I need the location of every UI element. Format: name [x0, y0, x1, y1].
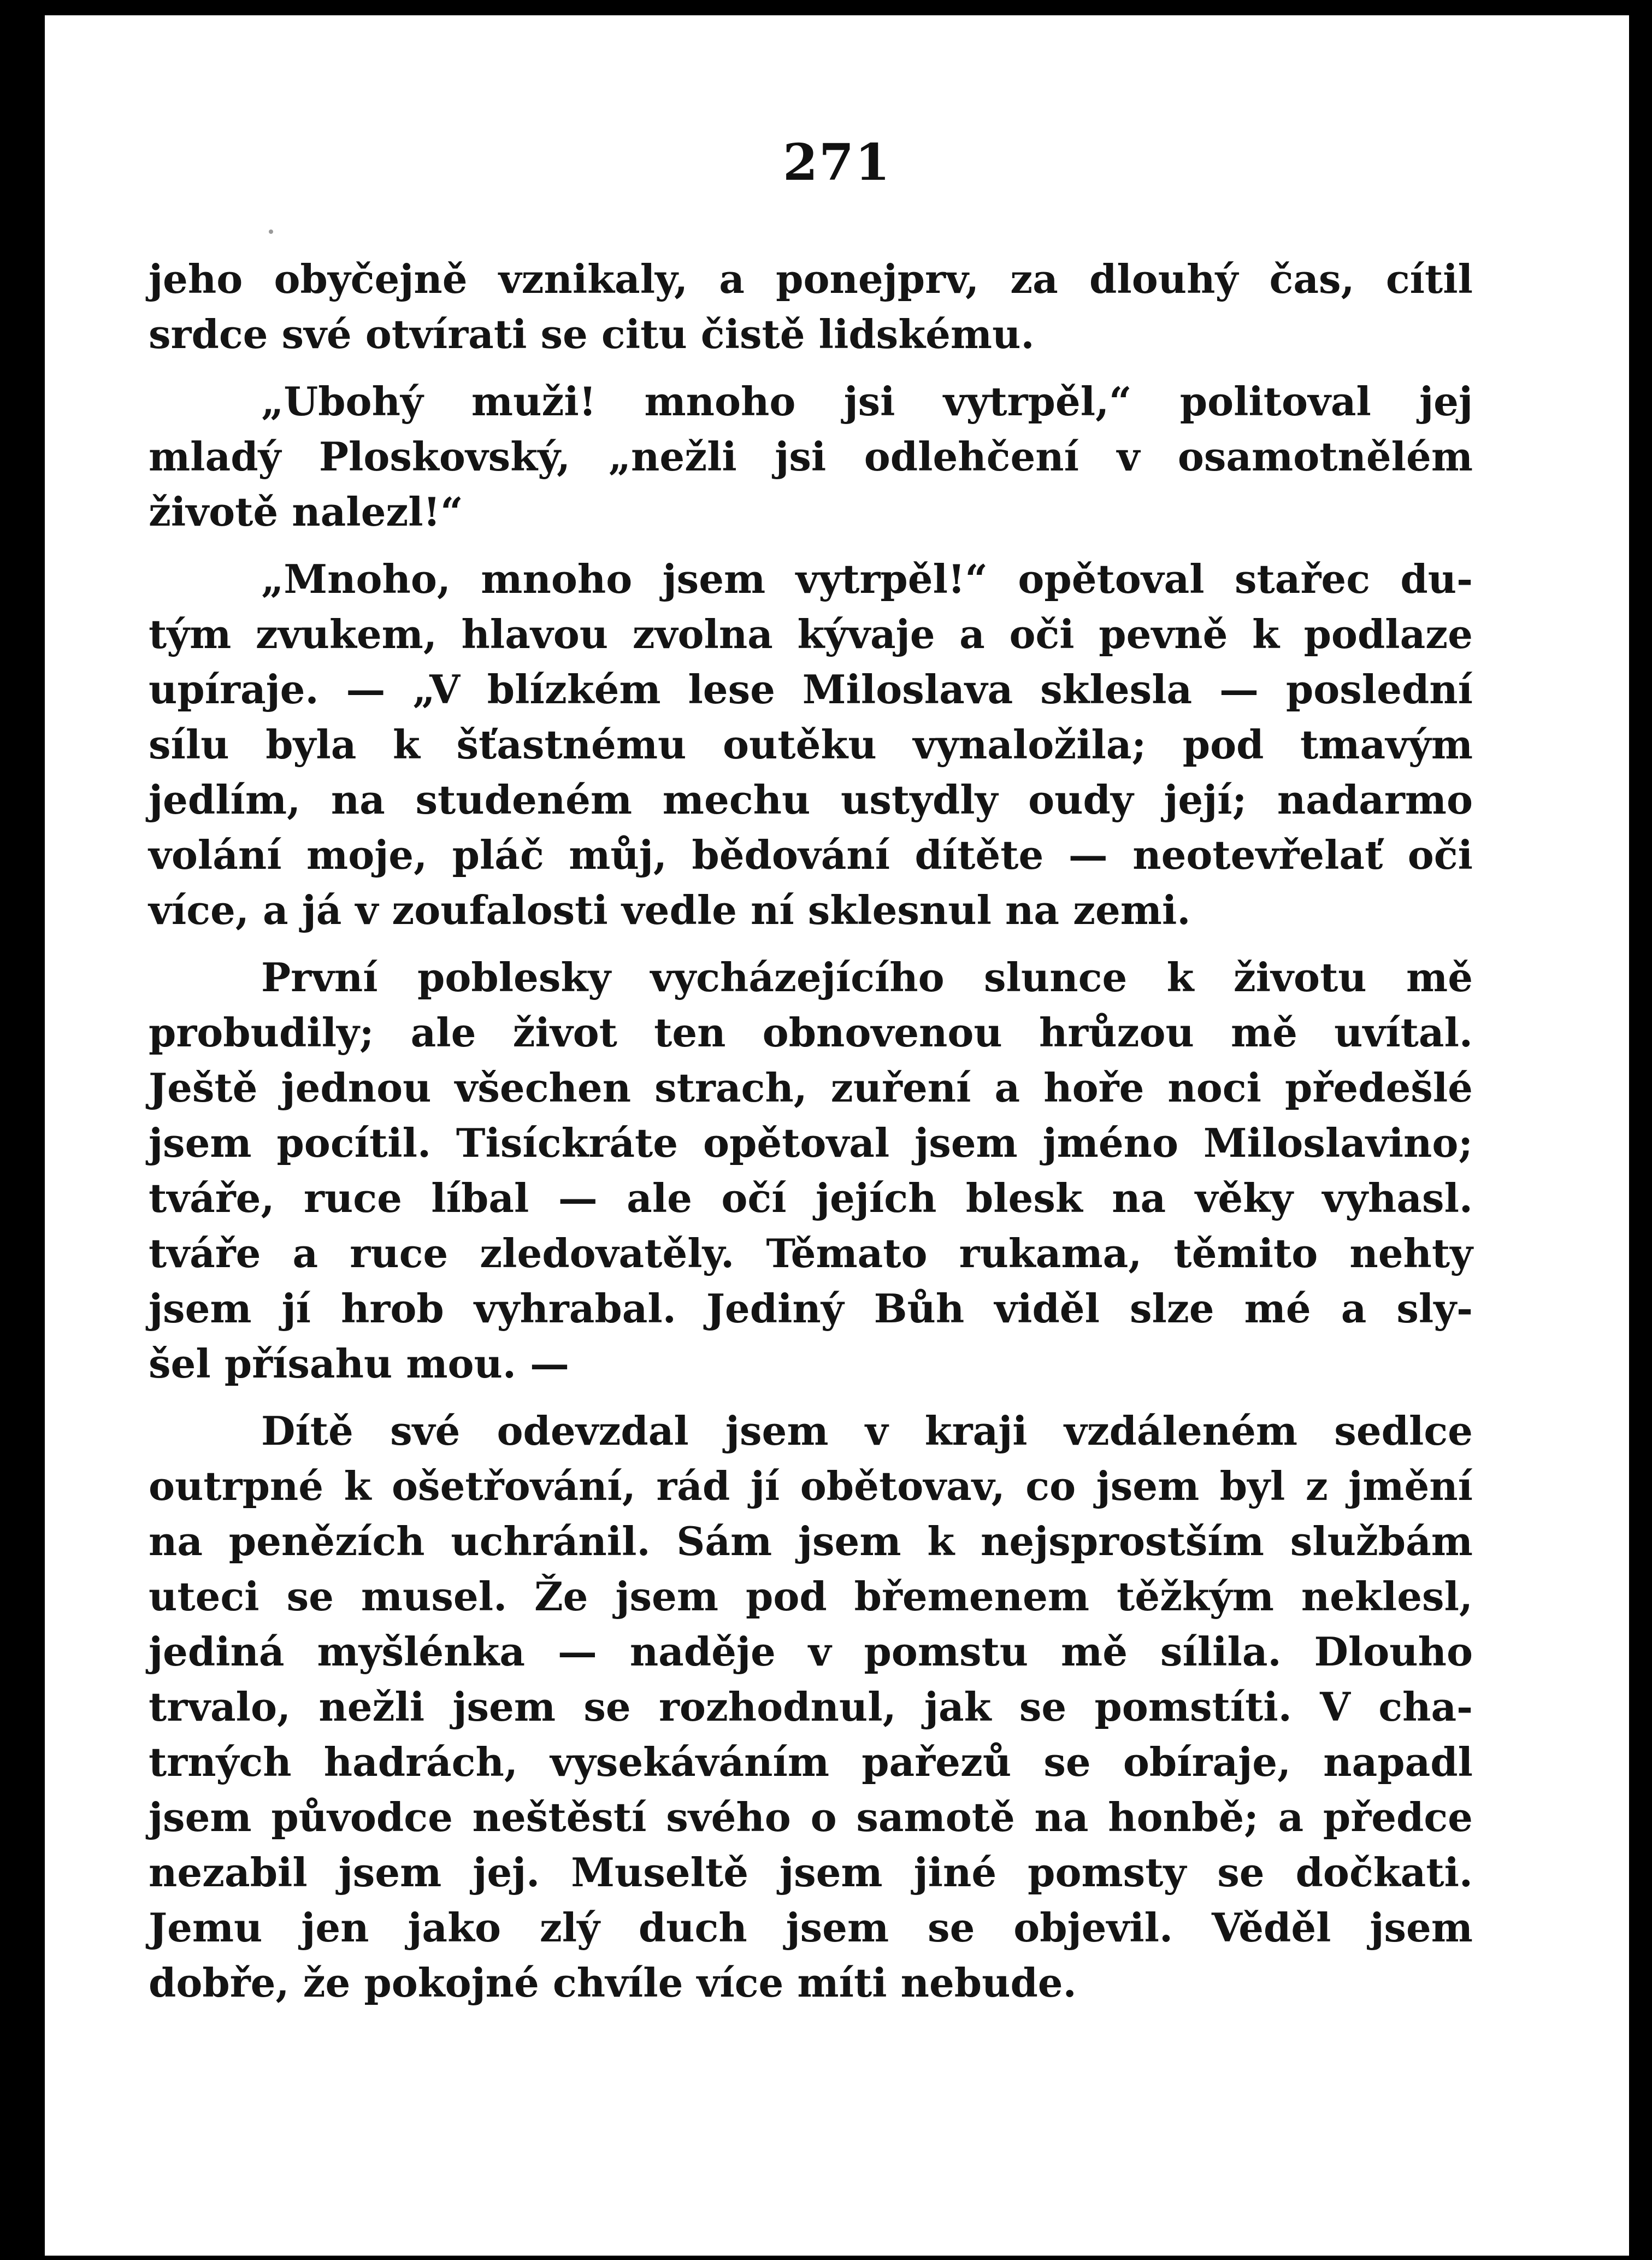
ink-speck	[269, 229, 273, 234]
text-line: jedlím, na studeném mechu ustydly oudy její; nadarmo	[149, 776, 1473, 823]
page-number: 271	[782, 133, 892, 192]
text-line: jsem původce neštěstí svého o samotě na honbě; a předce	[149, 1794, 1473, 1840]
text-line: outrpné k ošetřování, rád jí obětovav, co jsem byl z jmění	[149, 1463, 1473, 1509]
text-line: životě nalezl!“	[149, 489, 463, 535]
body-text	[149, 251, 1473, 2010]
text-line: na penězích uchránil. Sám jsem k nejsprostším službám	[149, 1518, 1473, 1564]
paragraph-1	[149, 251, 1473, 362]
text-line: „Ubohý muži! mnoho jsi vytrpěl,“ politoval jej	[261, 378, 1473, 425]
text-line: Dítě své odevzdal jsem v kraji vzdáleném sedlce	[261, 1408, 1473, 1454]
text-line: srdce své otvírati se citu čistě lidskému.	[149, 311, 1035, 357]
text-line: tým zvukem, hlavou zvolna kývaje a oči pevně k podlaze	[149, 611, 1473, 657]
paragraph-5	[149, 1403, 1473, 2010]
book-page	[45, 15, 1629, 2256]
text-line: volání moje, pláč můj, bědování dítěte — neotevřelať oči	[149, 832, 1473, 878]
text-line: dobře, že pokojné chvíle více míti nebude.	[149, 1959, 1077, 2006]
text-line: jeho obyčejně vznikaly, a ponejprv, za dlouhý čas, cítil	[149, 256, 1473, 302]
text-line: jsem pocítil. Tisíckráte opětoval jsem jméno Miloslavino;	[149, 1120, 1473, 1166]
text-line: probudily; ale život ten obnovenou hrůzou mě uvítal.	[149, 1009, 1473, 1056]
text-line: První poblesky vycházejícího slunce k životu mě	[261, 954, 1473, 1000]
paragraph-2	[149, 374, 1473, 539]
text-line: jsem jí hrob vyhrabal. Jediný Bůh viděl slze mé a sly-	[149, 1285, 1473, 1332]
text-line: tváře, ruce líbal — ale očí jejích blesk na věky vyhasl.	[149, 1175, 1473, 1221]
text-line: Ještě jednou všechen strach, zuření a hoře noci předešlé	[149, 1064, 1473, 1111]
text-line: jediná myšlénka — naděje v pomstu mě sílila. Dlouho	[149, 1628, 1473, 1675]
paragraph-4	[149, 950, 1473, 1391]
text-line: trvalo, nežli jsem se rozhodnul, jak se pomstíti. V cha-	[149, 1684, 1473, 1730]
text-line: trných hadrách, vysekáváním pařezů se obíraje, napadl	[149, 1739, 1473, 1785]
text-line: šel přísahu mou. —	[149, 1340, 570, 1387]
text-line: mladý Ploskovský, „nežli jsi odlehčení v osamotnělém	[149, 433, 1473, 480]
text-line: „Mnoho, mnoho jsem vytrpěl!“ opětoval stařec du-	[261, 556, 1473, 602]
text-line: upíraje. — „V blízkém lese Miloslava sklesla — poslední	[149, 666, 1473, 713]
text-line: nezabil jsem jej. Museltě jsem jiné pomsty se dočkati.	[149, 1849, 1473, 1896]
paragraph-3	[149, 551, 1473, 938]
text-line: více, a já v zoufalosti vedle ní sklesnul na zemi.	[149, 887, 1191, 933]
text-line: tváře a ruce zledovatěly. Těmato rukama, těmito nehty	[149, 1230, 1473, 1276]
text-line: uteci se musel. Že jsem pod břemenem těžkým neklesl,	[149, 1573, 1473, 1620]
text-line: sílu byla k šťastnému outěku vynaložila; pod tmavým	[149, 721, 1473, 768]
text-line: Jemu jen jako zlý duch jsem se objevil. Věděl jsem	[149, 1904, 1473, 1951]
